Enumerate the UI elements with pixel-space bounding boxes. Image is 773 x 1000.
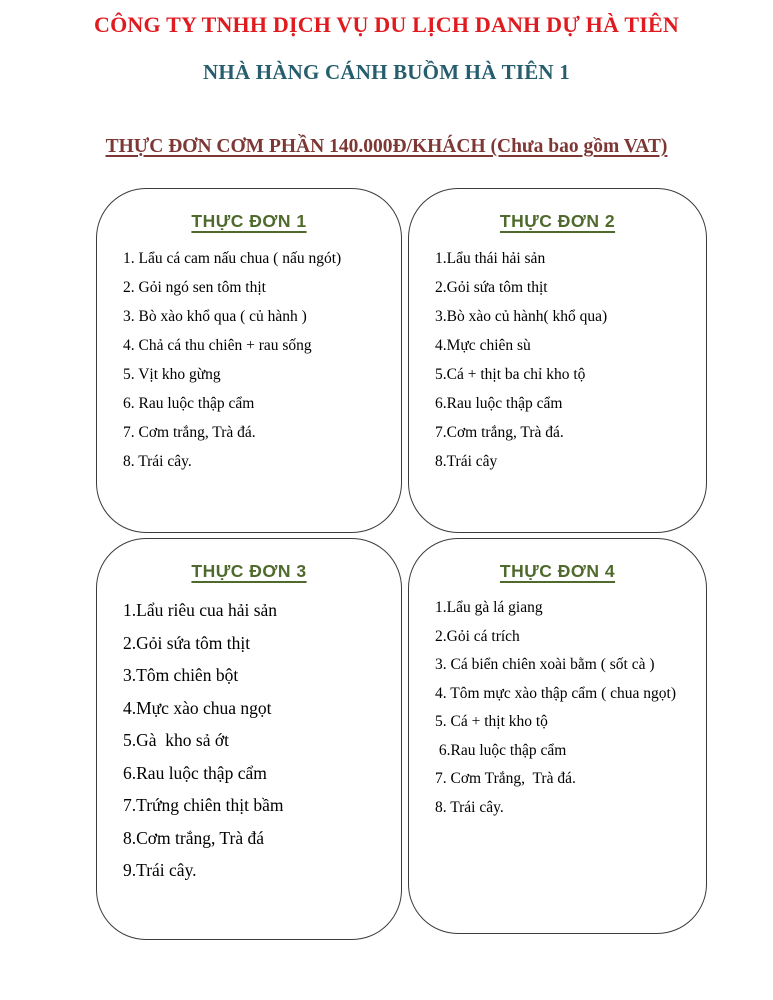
menu-item: 1.Lẩu gà lá giang [435,599,543,616]
menu-4-item-list [409,582,706,822]
menu-item: 8. Trái cây. [123,453,192,470]
menu-1-item-list [97,232,401,476]
menu-1-heading: THỰC ĐƠN 1 [191,211,307,231]
menu-item: 6.Rau luộc thập cẩm [123,762,267,783]
menu-item: 2.Gỏi cá trích [435,627,520,645]
menu-item: 3. Bò xào khổ qua ( củ hành ) [123,308,307,325]
menu-item: 5.Gà kho sả ớt [123,730,229,750]
menu-item: 2.Gỏi sứa tôm thịt [435,279,548,296]
menu-box-1 [96,188,402,533]
menu-item: 1.Lẩu thái hải sản [435,250,546,267]
set-menu-price-title: THỰC ĐƠN CƠM PHẦN 140.000Đ/KHÁCH (Chưa bao gồm VAT) [105,136,668,157]
menu-item: 7.Trứng chiên thịt bầm [123,795,284,815]
menu-item: 3.Bò xào củ hành( khổ qua) [435,308,608,325]
menu-box-3 [96,538,402,940]
menu-3-heading: THỰC ĐƠN 3 [191,561,307,581]
menu-item: 7. Cơm trắng, Trà đá. [123,424,256,441]
menu-item: 5.Cá + thịt ba chỉ kho tộ [435,366,586,383]
menu-2-item-list [409,232,706,476]
menu-item: 5. Vịt kho gừng [123,366,221,383]
menu-item: 4. Chả cá thu chiên + rau sống [123,337,312,354]
restaurant-name-heading: NHÀ HÀNG CÁNH BUỒM HÀ TIÊN 1 [203,60,570,84]
menu-item: 8. Trái cây. [435,798,504,816]
menu-item: 6. Rau luộc thập cẩm [123,395,255,412]
menu-2-heading: THỰC ĐƠN 2 [499,211,616,231]
menu-item: 6.Rau luộc thập cẩm [435,395,563,412]
menu-item: 5. Cá + thịt kho tộ [435,713,548,730]
menu-item: 9.Trái cây. [123,860,197,880]
menu-3-item-list [97,582,401,887]
menu-item: 2. Gỏi ngó sen tôm thịt [123,279,266,296]
menu-item: 1.Lẩu riêu cua hải sản [123,600,278,620]
menu-item: 6.Rau luộc thập cẩm [435,741,567,759]
menu-item: 4.Mực chiên sù [435,337,531,354]
menu-item: 4.Mực xào chua ngọt [123,697,272,718]
menu-item: 8.Cơm trắng, Trà đá [123,827,264,848]
menu-item: 2.Gỏi sứa tôm thịt [123,632,251,653]
menu-item: 4. Tôm mực xào thập cẩm ( chua ngọt) [435,684,676,702]
menu-item: 3. Cá biển chiên xoài bằm ( sốt cà ) [435,656,655,673]
menu-item: 7.Cơm trắng, Trà đá. [435,424,564,441]
menu-item: 1. Lẩu cá cam nấu chua ( nấu ngót) [123,250,342,267]
menu-item: 8.Trái cây [435,453,498,470]
menu-4-heading: THỰC ĐƠN 4 [499,561,616,581]
menu-box-2 [408,188,707,533]
menu-item: 7. Cơm Trắng, Trà đá. [435,770,576,787]
menu-item: 3.Tôm chiên bột [123,665,239,685]
menu-box-4 [408,538,707,934]
company-name-heading: CÔNG TY TNHH DỊCH VỤ DU LỊCH DANH DỰ HÀ TIÊN [94,12,679,37]
